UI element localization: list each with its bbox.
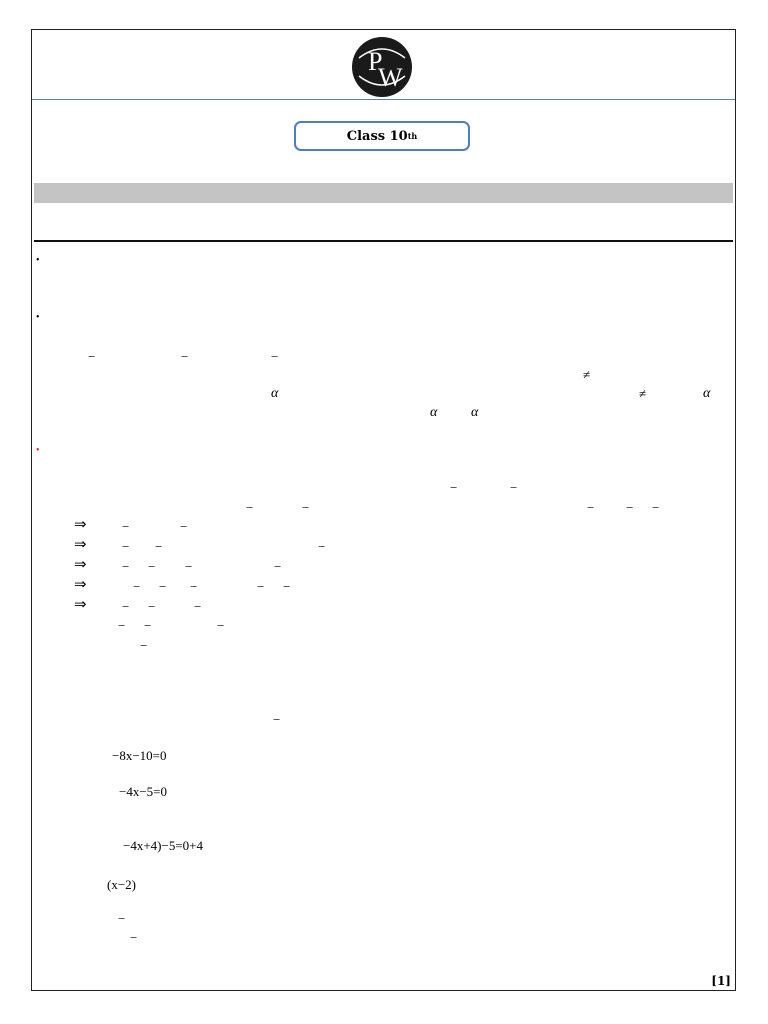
alpha-symbol: α: [271, 386, 279, 401]
equation-4: (x−2): [107, 877, 136, 892]
minus-sign: −: [155, 539, 163, 554]
minus-sign: −: [652, 500, 660, 515]
minus-sign: −: [246, 500, 254, 515]
pw-logo: [351, 36, 413, 98]
minus-sign: −: [130, 930, 138, 945]
bullet-1: •: [36, 255, 40, 266]
minus-sign: −: [88, 349, 96, 364]
minus-sign: −: [302, 500, 310, 515]
minus-sign: −: [587, 500, 595, 515]
minus-sign: −: [148, 599, 156, 614]
minus-sign: −: [118, 618, 126, 633]
alpha-symbol: α: [430, 405, 438, 420]
minus-sign: −: [180, 519, 188, 534]
minus-sign: −: [133, 579, 141, 594]
minus-sign: −: [118, 911, 126, 926]
minus-sign: −: [148, 559, 156, 574]
minus-sign: −: [144, 618, 152, 633]
minus-sign: −: [217, 618, 225, 633]
minus-sign: −: [273, 712, 281, 727]
minus-sign: −: [190, 579, 198, 594]
implies-arrow: ⇒: [74, 577, 87, 593]
minus-sign: −: [283, 579, 291, 594]
page-frame: [31, 29, 736, 991]
implies-arrow: ⇒: [74, 517, 87, 533]
bullet-3-red: •: [36, 445, 40, 456]
header: [32, 30, 735, 100]
equation-1: −8x−10=0: [112, 748, 167, 763]
implies-arrow: ⇒: [74, 597, 87, 613]
minus-sign: −: [181, 349, 189, 364]
minus-sign: −: [510, 480, 518, 495]
implies-arrow: ⇒: [74, 557, 87, 573]
not-equal-sign: ≠: [583, 367, 591, 382]
minus-sign: −: [185, 559, 193, 574]
section-band: [34, 183, 733, 203]
logo-letter-w: W: [378, 63, 403, 92]
minus-sign: −: [271, 349, 279, 364]
not-equal-sign: ≠: [639, 386, 647, 401]
alpha-symbol: α: [703, 386, 711, 401]
section-rule: [34, 240, 733, 242]
minus-sign: −: [626, 500, 634, 515]
equation-2: −4x−5=0: [119, 784, 167, 799]
minus-sign: −: [257, 579, 265, 594]
page-number: [1]: [711, 974, 731, 988]
minus-sign: −: [122, 559, 130, 574]
class-suffix: th: [407, 131, 418, 141]
minus-sign: −: [140, 638, 148, 653]
equation-3: −4x+4)−5=0+4: [123, 838, 203, 853]
class-label-box: [294, 121, 470, 151]
minus-sign: −: [450, 480, 458, 495]
minus-sign: −: [318, 539, 326, 554]
minus-sign: −: [122, 519, 130, 534]
implies-arrow: ⇒: [74, 537, 87, 553]
minus-sign: −: [122, 599, 130, 614]
alpha-symbol: α: [471, 405, 479, 420]
logo-letter-p: P: [368, 47, 383, 76]
bullet-2: •: [36, 312, 40, 323]
class-label: Class 10: [346, 128, 408, 144]
minus-sign: −: [274, 559, 282, 574]
minus-sign: −: [194, 599, 202, 614]
minus-sign: −: [159, 579, 167, 594]
minus-sign: −: [122, 539, 130, 554]
